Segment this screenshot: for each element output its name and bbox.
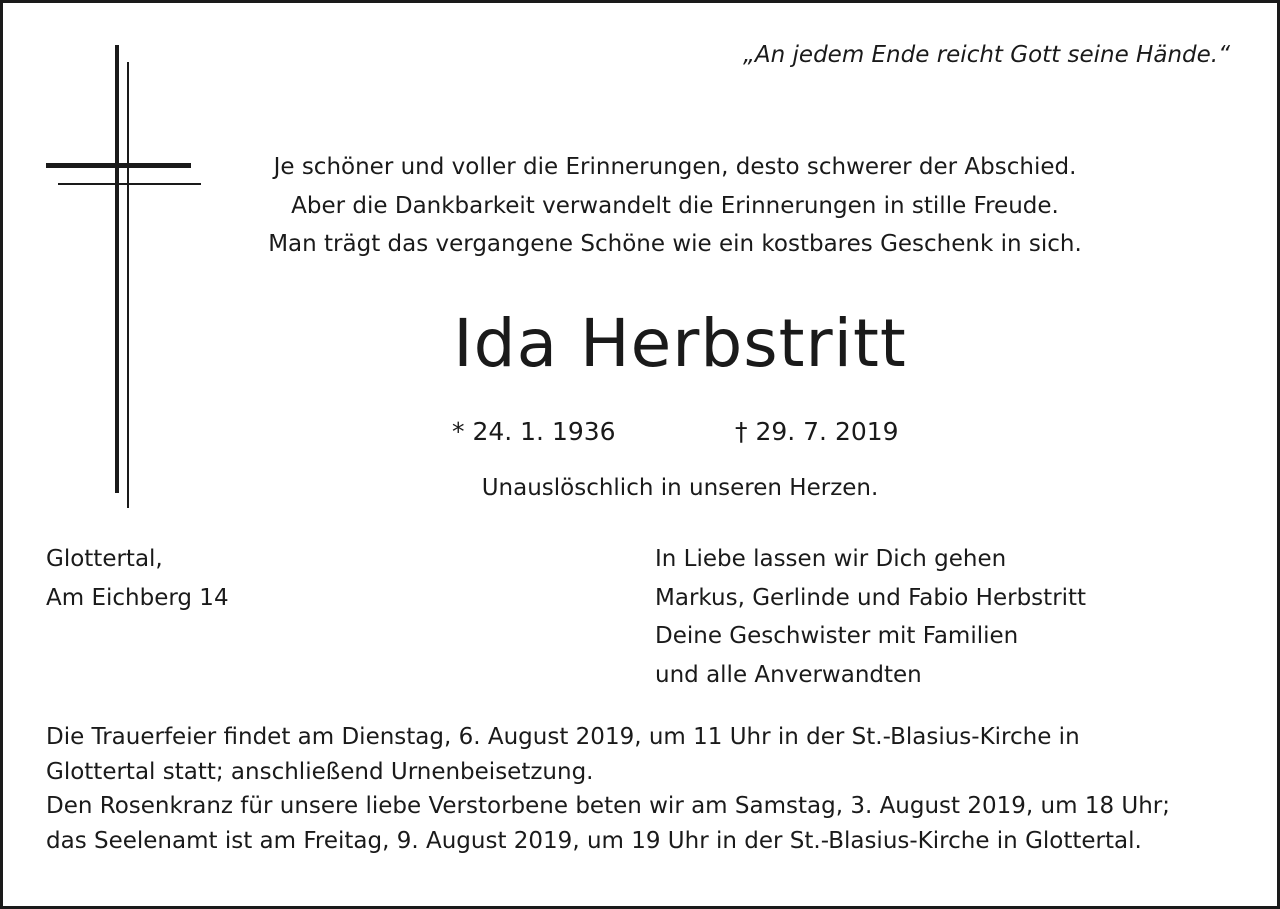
death-date: † 29. 7. 2019	[735, 417, 899, 446]
verse-line: Man trägt das vergangene Schöne wie ein kostbares Geschenk in sich.	[268, 231, 1082, 257]
mourners-line: Deine Geschwister mit Familien	[655, 623, 1019, 649]
address	[46, 540, 229, 617]
mourners-line: und alle Anverwandten	[655, 661, 922, 688]
address-line: Glottertal,	[46, 546, 163, 572]
funeral-notice	[46, 720, 1236, 858]
verse-line: Je schöner und voller die Erinnerungen, desto schwerer der Abschied.	[273, 154, 1077, 180]
tagline: Unauslöschlich in unseren Herzen.	[481, 475, 879, 501]
deceased-name: Ida Herbstritt	[453, 305, 907, 382]
notice-line: Glottertal statt; anschließend Urnenbeisetzung.	[46, 758, 594, 785]
mourners-line: In Liebe lassen wir Dich gehen	[655, 546, 1007, 572]
verse-line: Aber die Dankbarkeit verwandelt die Erinnerungen in stille Freude.	[291, 192, 1059, 219]
notice-line: Die Trauerfeier findet am Dienstag, 6. August 2019, um 11 Uhr in der St.-Blasius-Kirche in	[46, 724, 1080, 750]
motto-quote: „An jedem Ende reicht Gott seine Hände.“	[742, 42, 1230, 68]
notice-line: Den Rosenkranz für unsere liebe Verstorbene beten wir am Samstag, 3. August 2019, um 18 Uhr;	[46, 793, 1171, 819]
notice-line: das Seelenamt ist am Freitag, 9. August 2019, um 19 Uhr in der St.-Blasius-Kirche in Glottertal.	[46, 827, 1142, 854]
birth-date: * 24. 1. 1936	[452, 417, 616, 446]
memorial-verse	[160, 148, 1190, 264]
address-line: Am Eichberg 14	[46, 584, 229, 611]
mourners-list	[655, 540, 1086, 694]
mourners-line: Markus, Gerlinde und Fabio Herbstritt	[655, 584, 1087, 611]
